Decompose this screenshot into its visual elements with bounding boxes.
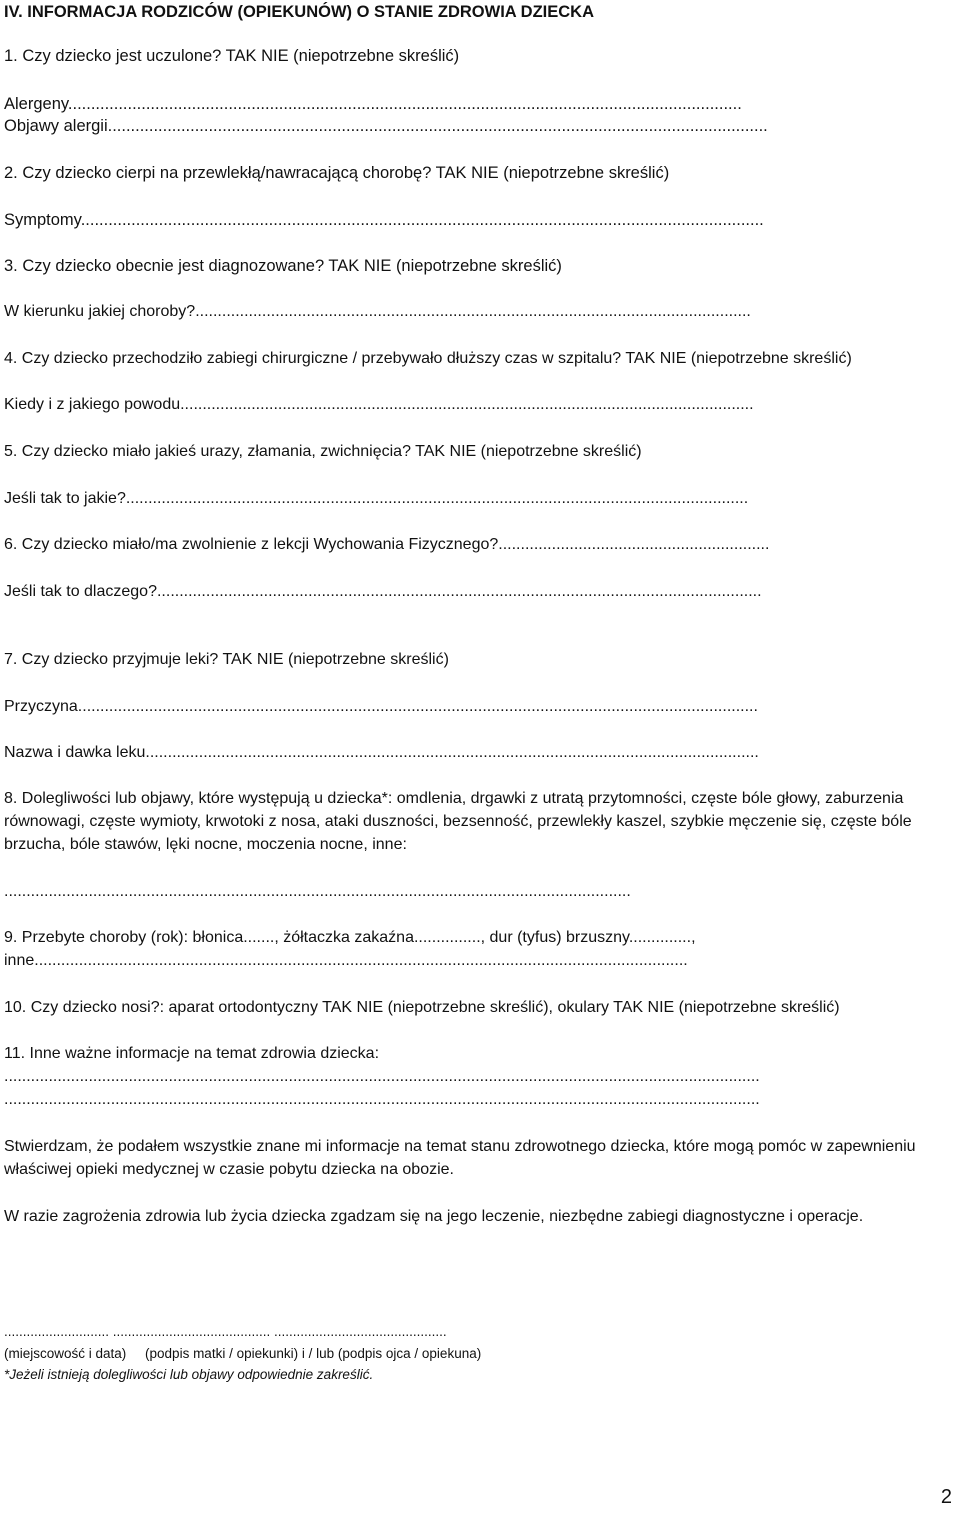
- section-heading: IV. INFORMACJA RODZICÓW (OPIEKUNÓW) O STANIE ZDROWIA DZIECKA: [4, 3, 595, 21]
- medication-dose-field[interactable]: Nazwa i dawka leku..........................................................................................................................................: [4, 744, 759, 761]
- signature-lines[interactable]: ............................ .......................................... ..............................................: [4, 1324, 447, 1339]
- question-11: 11. Inne ważne informacje na temat zdrowia dziecka:: [4, 1045, 380, 1062]
- statement-info: Stwierdzam, że podałem wszystkie znane mi informacje na temat stanu zdrowotnego dziecka, które mogą pomóc w zapewnieniu właściwej opieki medycznej w czasie pobytu dziecka na obozie.: [4, 1138, 916, 1178]
- other-symptoms-field[interactable]: .............................................................................................................................................: [4, 883, 631, 900]
- statement-consent: W razie zagrożenia zdrowia lub życia dziecka zgadzam się na jego leczenie, niezbędne zabiegi diagnostyczne i operacje.: [4, 1208, 864, 1225]
- pe-exemption-reason-field[interactable]: Jeśli tak to dlaczego?........................................................................................................................................: [4, 583, 762, 600]
- question-4: 4. Czy dziecko przechodziło zabiegi chirurgiczne / przebywało dłuższy czas w szpitalu? TAK NIE (niepotrzebne skreślić): [4, 350, 852, 367]
- question-6[interactable]: 6. Czy dziecko miało/ma zwolnienie z lekcji Wychowania Fizycznego?.............................................................: [4, 536, 770, 553]
- allergens-field[interactable]: Alergeny...................................................................................................................................................: [4, 95, 742, 113]
- signature-labels: (miejscowość i data) (podpis matki / opiekunki) i / lub (podpis ojca / opiekuna): [4, 1346, 482, 1361]
- health-info-field-2[interactable]: ..........................................................................................................................................................................: [4, 1091, 760, 1108]
- question-5: 5. Czy dziecko miało jakieś urazy, złamania, zwichnięcia? TAK NIE (niepotrzebne skreślić): [4, 443, 642, 460]
- symptoms-field[interactable]: Symptomy.....................................................................................................................................................: [4, 211, 764, 229]
- question-1: 1. Czy dziecko jest uczulone? TAK NIE (niepotrzebne skreślić): [4, 47, 460, 65]
- question-9[interactable]: 9. Przebyte choroby (rok): błonica......., żółtaczka zakaźna..............., dur (tyfus) brzuszny..............,: [4, 929, 696, 946]
- injuries-field[interactable]: Jeśli tak to jakie?............................................................................................................................................: [4, 490, 749, 507]
- disease-field[interactable]: W kierunku jakiej choroby?.............................................................................................................................: [4, 303, 751, 320]
- question-3: 3. Czy dziecko obecnie jest diagnozowane? TAK NIE (niepotrzebne skreślić): [4, 257, 562, 275]
- question-2: 2. Czy dziecko cierpi na przewlekłą/nawracającą chorobę? TAK NIE (niepotrzebne skreślić): [4, 164, 670, 182]
- question-7: 7. Czy dziecko przyjmuje leki? TAK NIE (niepotrzebne skreślić): [4, 651, 449, 668]
- footnote: *Jeżeli istnieją dolegliwości lub objawy odpowiednie zakreślić.: [4, 1367, 374, 1382]
- allergy-symptoms-field[interactable]: Objawy alergii................................................................................................................................................: [4, 117, 768, 135]
- page-number: 2: [940, 1486, 952, 1508]
- question-10: 10. Czy dziecko nosi?: aparat ortodontyczny TAK NIE (niepotrzebne skreślić), okulary TAK NIE (niepotrzebne skreślić): [4, 999, 840, 1016]
- hospital-reason-field[interactable]: Kiedy i z jakiego powodu.................................................................................................................................: [4, 396, 754, 413]
- health-info-field-1[interactable]: ..........................................................................................................................................................................: [4, 1068, 760, 1085]
- other-diseases-field[interactable]: inne...................................................................................................................................................: [4, 952, 688, 969]
- medication-reason-field[interactable]: Przyczyna.........................................................................................................................................................: [4, 698, 758, 715]
- question-8: 8. Dolegliwości lub objawy, które występują u dziecka*: omdlenia, drgawki z utratą przytomności, częste bóle głowy, zaburzenia równowagi, częste wymioty, krwotoki z nosa, ataki duszności, bezsenność, przewlekły kaszel, szybkie męczenie się, częste bóle brzucha, bóle stawów, lęki nocne, moczenia nocne, inne:: [4, 790, 912, 853]
